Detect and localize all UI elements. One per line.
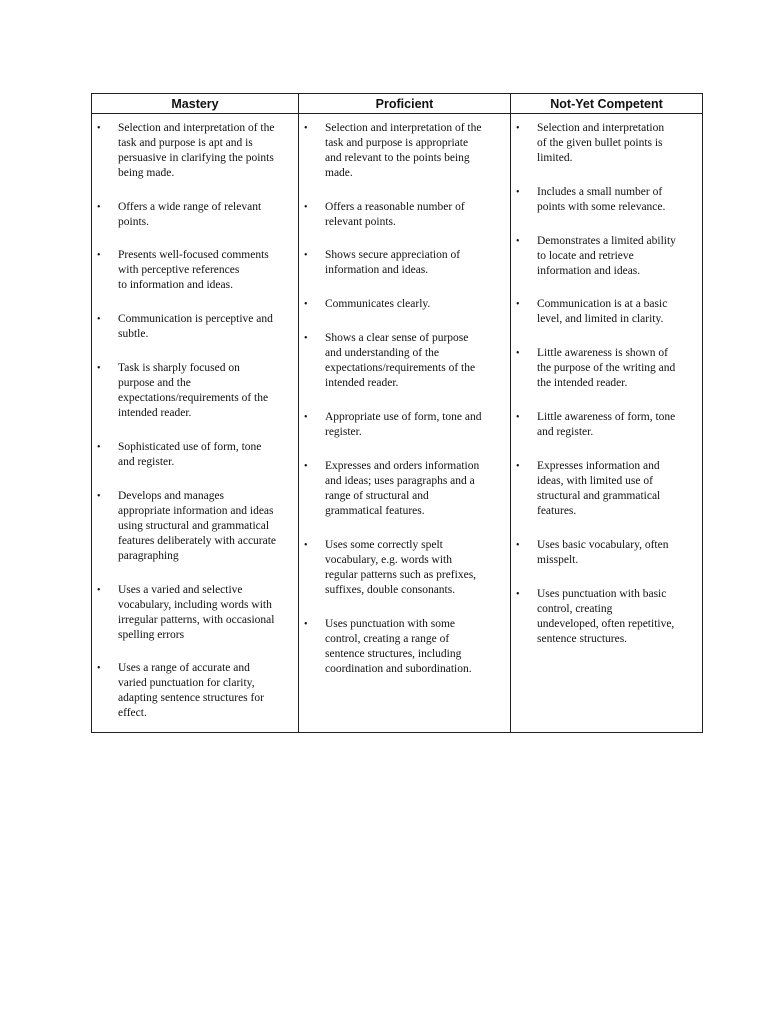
criterion-text: Uses basic vocabulary, often misspelt.	[537, 539, 669, 566]
mastery-criterion	[92, 489, 296, 564]
criterion-text: Offers a wide range of relevant points.	[118, 201, 262, 228]
bullet-icon: •	[304, 619, 308, 630]
not-yet-competent-criterion	[511, 587, 700, 647]
bullet-icon: •	[97, 491, 101, 502]
criterion-text: Includes a small number of points with some relevance.	[537, 186, 666, 213]
criterion-text: Uses some correctly spelt vocabulary, e.g. words with regular patterns such as prefixes, suffixes, double consonants.	[325, 539, 477, 596]
criterion-text: Uses a range of accurate and varied punctuation for clarity, adapting sentence structures for effect.	[118, 662, 264, 719]
not-yet-competent-criterion	[511, 346, 700, 391]
proficient-criterion	[299, 200, 508, 230]
criterion-text: Appropriate use of form, tone and register.	[325, 411, 482, 438]
bullet-icon: •	[304, 123, 308, 134]
bullet-icon: •	[516, 348, 520, 359]
proficient-criterion	[299, 617, 508, 677]
criterion-text: Demonstrates a limited ability to locate and retrieve information and ideas.	[537, 235, 676, 277]
criterion-text: Shows a clear sense of purpose and understanding of the expectations/requirements of the intended reader.	[325, 332, 476, 389]
proficient-criterion	[299, 121, 508, 181]
mastery-criterion	[92, 200, 296, 230]
criterion-text: Expresses information and ideas, with limited use of structural and grammatical features.	[537, 460, 661, 517]
header-not-yet-competent: Not-Yet Competent	[511, 94, 703, 114]
mastery-criterion	[92, 583, 296, 643]
bullet-icon: •	[516, 236, 520, 247]
bullet-icon: •	[516, 540, 520, 551]
bullet-icon: •	[97, 442, 101, 453]
proficient-criterion	[299, 297, 508, 312]
proficient-criterion	[299, 331, 508, 391]
header-row	[92, 94, 703, 114]
mastery-cell	[92, 114, 299, 733]
mastery-criterion	[92, 661, 296, 721]
criterion-text: Offers a reasonable number of relevant points.	[325, 201, 465, 228]
not-yet-competent-criterion	[511, 234, 700, 279]
mastery-criterion	[92, 312, 296, 342]
proficient-cell	[299, 114, 511, 733]
criterion-text: Communication is at a basic level, and limited in clarity.	[537, 298, 668, 325]
mastery-criterion	[92, 121, 296, 181]
bullet-icon: •	[304, 333, 308, 344]
criterion-text: Shows secure appreciation of information and ideas.	[325, 249, 461, 276]
bullet-icon: •	[516, 461, 520, 472]
rubric-table	[91, 93, 703, 733]
not-yet-competent-criterion	[511, 185, 700, 215]
proficient-criterion	[299, 410, 508, 440]
criterion-text: Expresses and orders information and ideas; uses paragraphs and a range of structural and grammatical features.	[325, 460, 480, 517]
criterion-text: Selection and interpretation of the task and purpose is appropriate and relevant to the points being made.	[325, 122, 482, 179]
not-yet-competent-cell	[511, 114, 703, 733]
bullet-icon: •	[97, 202, 101, 213]
criterion-text: Sophisticated use of form, tone and register.	[118, 441, 262, 468]
not-yet-competent-criterion	[511, 538, 700, 568]
bullet-icon: •	[516, 187, 520, 198]
criterion-text: Uses a varied and selective vocabulary, including words with irregular patterns, with occasional spelling errors	[118, 584, 275, 641]
criterion-text: Communication is perceptive and subtle.	[118, 313, 273, 340]
criterion-text: Little awareness of form, tone and register.	[537, 411, 676, 438]
not-yet-competent-criterion	[511, 121, 700, 166]
criterion-text: Presents well-focused comments with perceptive references to information and ideas.	[118, 249, 269, 291]
bullet-icon: •	[516, 589, 520, 600]
bullet-icon: •	[97, 250, 101, 261]
criterion-text: Communicates clearly.	[325, 298, 431, 310]
bullet-icon: •	[304, 540, 308, 551]
bullet-icon: •	[97, 663, 101, 674]
not-yet-competent-criterion	[511, 297, 700, 327]
criterion-text: Little awareness is shown of the purpose of the writing and the intended reader.	[537, 347, 676, 389]
criterion-text: Uses punctuation with some control, creating a range of sentence structures, including coordination and subordination.	[325, 618, 472, 675]
mastery-criterion	[92, 361, 296, 421]
bullet-icon: •	[516, 412, 520, 423]
bullet-icon: •	[304, 299, 308, 310]
bullet-icon: •	[516, 123, 520, 134]
criterion-text: Develops and manages appropriate information and ideas using structural and grammatical features deliberately with accurate paragraphing	[118, 490, 277, 562]
mastery-criterion	[92, 440, 296, 470]
criterion-text: Selection and interpretation of the given bullet points is limited.	[537, 122, 665, 164]
proficient-criterion	[299, 459, 508, 519]
not-yet-competent-criterion	[511, 410, 700, 440]
header-mastery: Mastery	[92, 94, 299, 114]
criterion-text: Task is sharply focused on purpose and the expectations/requirements of the intended reader.	[118, 362, 269, 419]
bullet-icon: •	[97, 123, 101, 134]
mastery-criterion	[92, 248, 296, 293]
bullet-icon: •	[97, 314, 101, 325]
not-yet-competent-criterion	[511, 459, 700, 519]
criterion-text: Selection and interpretation of the task and purpose is apt and is persuasive in clarifying the points being made.	[118, 122, 275, 179]
bullet-icon: •	[97, 363, 101, 374]
bullet-icon: •	[304, 250, 308, 261]
criterion-text: Uses punctuation with basic control, creating undeveloped, often repetitive, sentence structures.	[537, 588, 675, 645]
bullet-icon: •	[516, 299, 520, 310]
header-proficient: Proficient	[299, 94, 511, 114]
bullet-icon: •	[304, 202, 308, 213]
bullet-icon: •	[97, 585, 101, 596]
bullet-icon: •	[304, 461, 308, 472]
proficient-criterion	[299, 538, 508, 598]
proficient-criterion	[299, 248, 508, 278]
bullet-icon: •	[304, 412, 308, 423]
criteria-row	[92, 114, 703, 733]
